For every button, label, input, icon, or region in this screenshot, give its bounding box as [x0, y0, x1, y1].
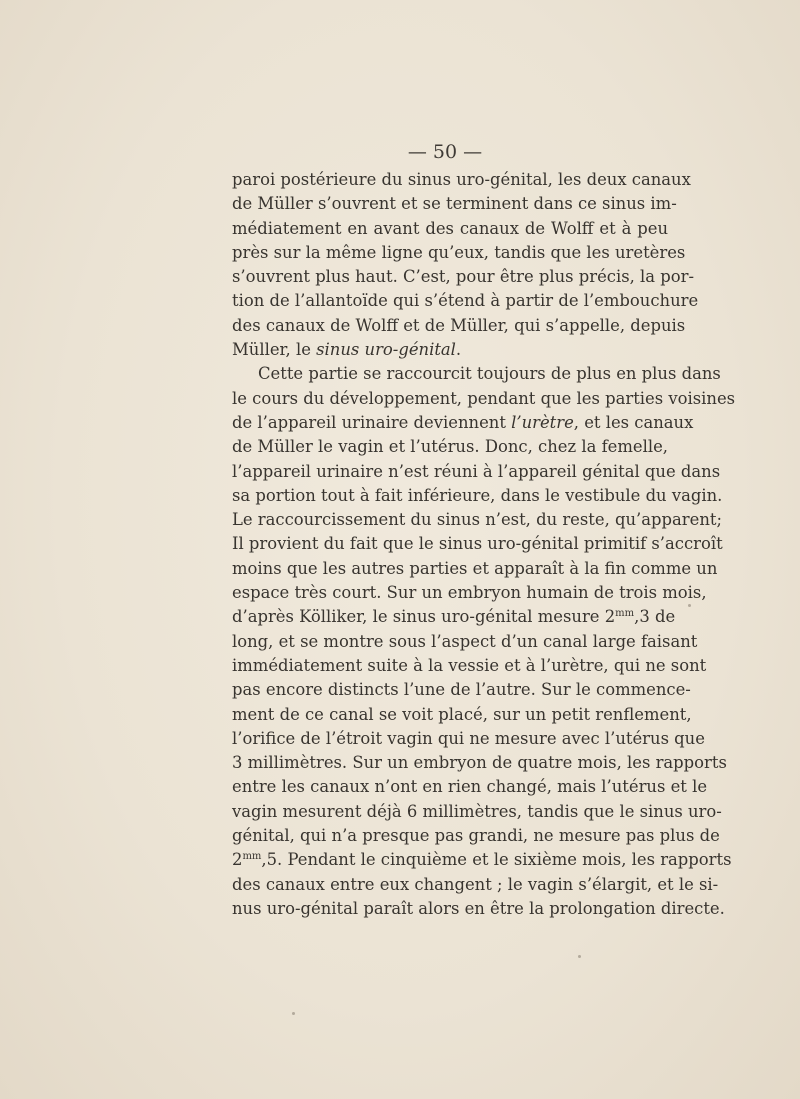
text-run: . [455, 340, 462, 360]
text-line: des canaux de Wolff et de Müller, qui s’appelle, depuis [232, 315, 686, 335]
text-line: tion de l’allantoïde qui s’étend à partir de l’embouchure [232, 291, 699, 311]
text-run: , et les canaux [573, 412, 694, 432]
italic-term: sinus uro-génital [316, 340, 456, 360]
text-line: long, et se montre sous l’aspect d’un canal large faisant [232, 631, 698, 651]
text-line: Le raccourcissement du sinus n’est, du reste, qu’apparent; [232, 510, 722, 530]
italic-term: l’urètre [511, 412, 574, 432]
text-line: des canaux entre eux changent ; le vagin s’élargit, et le si- [232, 874, 719, 894]
text-run: Müller, le [232, 340, 317, 360]
text-line: l’appareil urinaire n’est réuni à l’appareil génital que dans [232, 461, 721, 481]
paper-speck [292, 1012, 295, 1015]
text-line: espace très court. Sur un embryon humain de trois mois, [232, 583, 707, 603]
text-line [232, 848, 732, 872]
text-line [232, 605, 676, 629]
superscript-unit: mm [242, 851, 262, 863]
superscript-unit: mm [615, 608, 635, 620]
text-line: Il provient du fait que le sinus uro-génital primitif s’accroît [232, 534, 723, 554]
text-run: d’après Kölliker, le sinus uro-génital mesure 2 [232, 607, 616, 627]
text-line: immédiatement suite à la vessie et à l’urètre, qui ne sont [232, 655, 707, 675]
text-run: ,5. Pendant le cinquième et le sixième mois, les rapports [261, 850, 732, 870]
text-line [232, 338, 668, 362]
page-number: — 50 — [407, 141, 483, 163]
text-line: paroi postérieure du sinus uro-génital, les deux canaux [232, 170, 691, 189]
text-line: ment de ce canal se voit placé, sur un petit renflement, [232, 704, 692, 724]
paper-speck [578, 955, 581, 958]
text-line: près sur la même ligne qu’eux, tandis que les uretères [232, 242, 686, 262]
text-line: vagin mesurent déjà 6 millimètres, tandis que le sinus uro- [232, 801, 722, 821]
text-line: s’ouvrent plus haut. C’est, pour être plus précis, la por- [232, 267, 695, 287]
text-line: pas encore distincts l’une de l’autre. Sur le commence- [232, 680, 691, 700]
text-line: entre les canaux n’ont en rien changé, mais l’utérus et le [232, 777, 708, 797]
text-line: le cours du développement, pendant que les parties voisines [232, 388, 736, 408]
text-line: génital, qui n’a presque pas grandi, ne mesure pas plus de [232, 826, 720, 846]
text-line: de Müller le vagin et l’utérus. Donc, chez la femelle, [232, 437, 668, 457]
text-line: 3 millimètres. Sur un embryon de quatre mois, les rapports [232, 753, 727, 773]
body-text [232, 168, 736, 921]
text-line: nus uro-génital paraît alors en être la prolongation directe. [232, 898, 725, 918]
text-run: 2 [232, 850, 243, 870]
text-line: médiatement en avant des canaux de Wolff et à peu [232, 218, 668, 238]
paper-speck [688, 604, 691, 607]
text-line: de Müller s’ouvrent et se terminent dans ce sinus im- [232, 194, 677, 214]
text-run: de l’appareil urinaire deviennent [232, 412, 512, 432]
text-line: sa portion tout à fait inférieure, dans le vestibule du vagin. [232, 485, 723, 505]
text-line: l’orifice de l’étroit vagin qui ne mesure avec l’utérus que [232, 728, 705, 748]
text-line: moins que les autres parties et apparaît à la fin comme un [232, 558, 718, 578]
text-line: Cette partie se raccourcit toujours de plus en plus dans [258, 364, 721, 384]
text-line [232, 411, 694, 435]
text-run: ,3 de [634, 607, 676, 627]
